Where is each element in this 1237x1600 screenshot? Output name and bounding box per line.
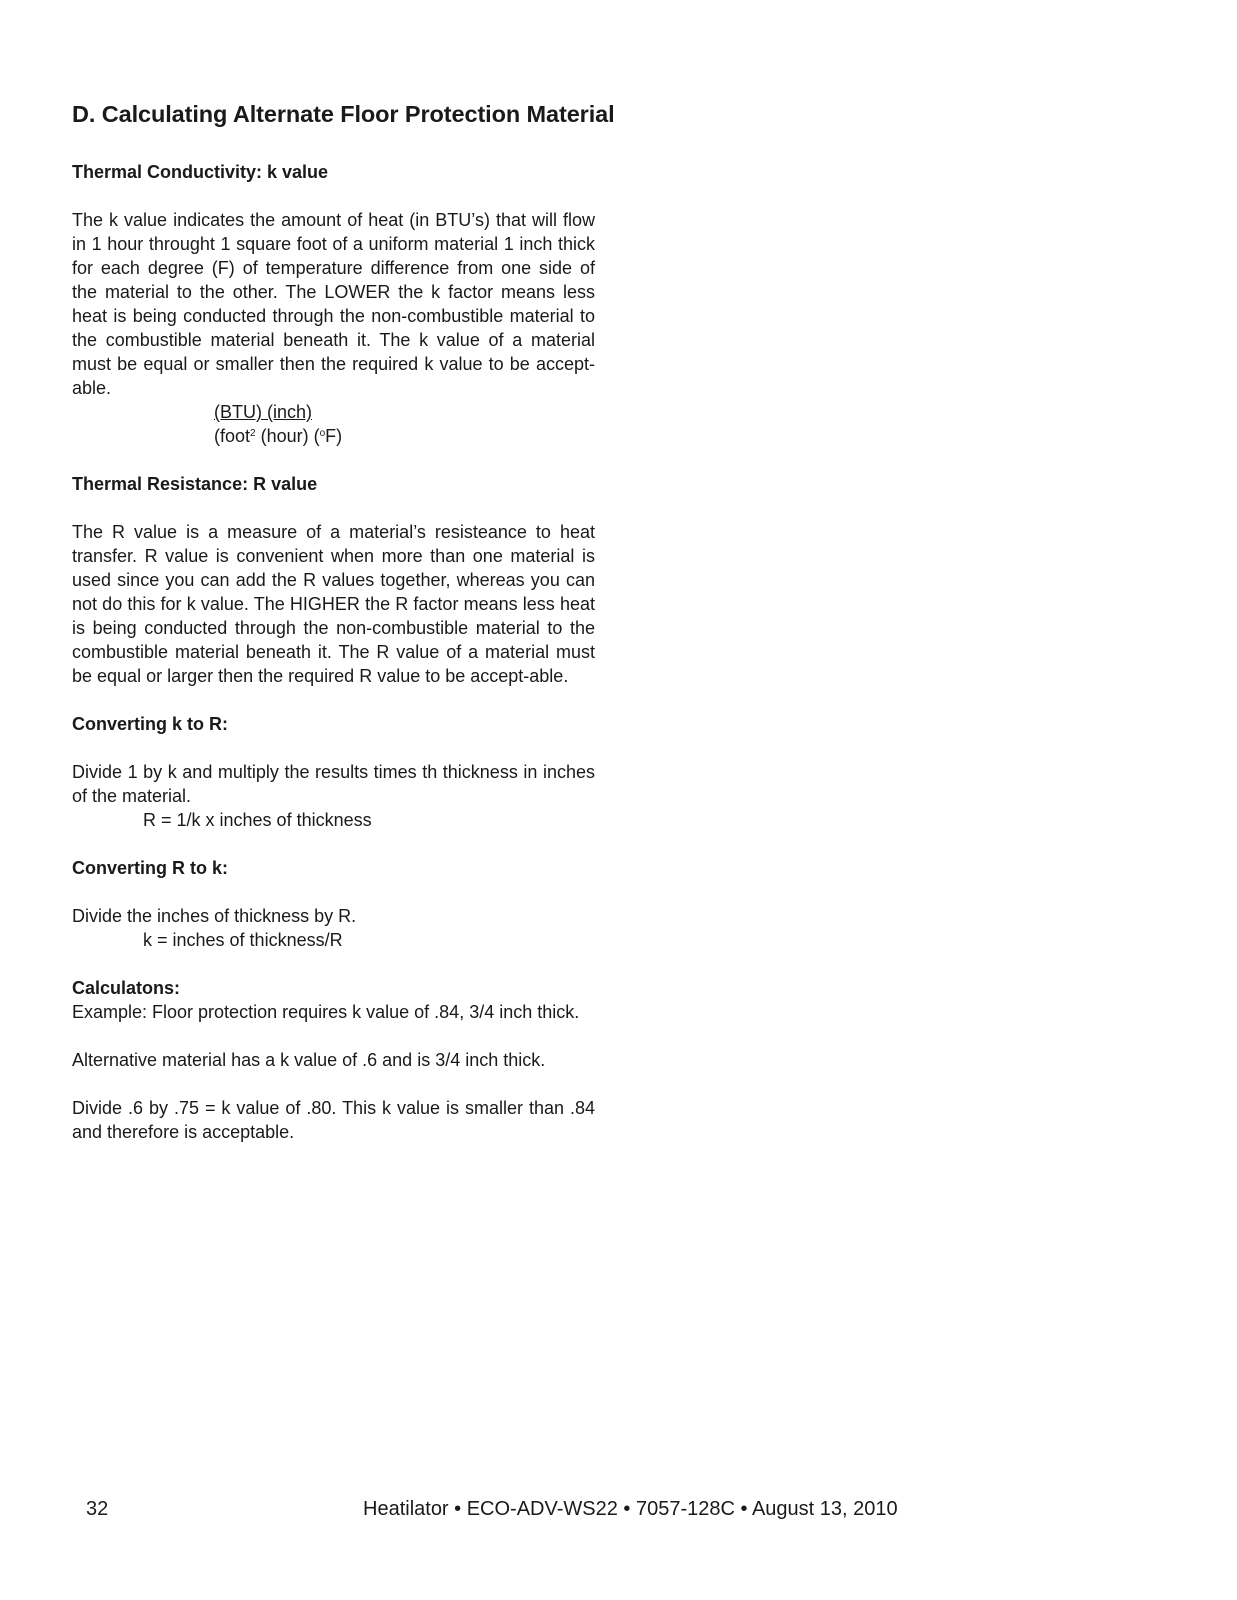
calculations-heading: Calculatons:: [72, 978, 181, 998]
r-to-k-formula: k = inches of thickness/R: [143, 930, 343, 950]
section-title: D. Calculating Alternate Floor Protection Material: [72, 101, 615, 127]
calculations-example: Example: Floor protection requires k value of .84, 3/4 inch thick.: [72, 1002, 580, 1022]
r-to-k-heading: Converting R to k:: [72, 858, 228, 878]
k-value-paragraph: The k value indicates the amount of heat (in BTU’s) that will flow in 1 hour throught 1 square foot of a uniform material 1 inch thick for each degree (F) of temperature difference from one side of the material to the other. The LOWER the k factor means less heat is being conducted through the non-combustible material to the combustible material beneath it. The k value of a material must be equal or smaller then the required k value to be accept-able.: [72, 210, 595, 398]
document-info: Heatilator • ECO-ADV-WS22 • 7057-128C • August 13, 2010: [363, 1498, 898, 1520]
r-to-k-paragraph: Divide the inches of thickness by R.: [72, 906, 357, 926]
calculations-result: Divide .6 by .75 = k value of .80. This k value is smaller than .84 and therefore is acceptable.: [72, 1098, 595, 1142]
r-value-heading: Thermal Resistance: R value: [72, 474, 318, 494]
k-to-r-heading: Converting k to R:: [72, 714, 228, 734]
k-units-formula: [214, 400, 595, 448]
k-value-heading: Thermal Conductivity: k value: [72, 162, 329, 182]
content-column: [72, 98, 615, 1144]
calculations-alternative: Alternative material has a k value of .6 and is 3/4 inch thick.: [72, 1050, 546, 1070]
r-value-paragraph: The R value is a measure of a material’s resisteance to heat transfer. R value is convenient when more than one material is used since you can add the R values together, whereas you can not do this for k value. The HIGHER the R factor means less heat is being conducted through the non-combustible material to the combustible material beneath it. The R value of a material must be equal or larger then the required R value to be accept-able.: [72, 522, 595, 686]
page-footer: [0, 1494, 1237, 1524]
page-number: 32: [86, 1498, 109, 1520]
k-to-r-paragraph: Divide 1 by k and multiply the results times th thickness in inches of the material.: [72, 762, 595, 806]
k-units-denominator: (foot$^2$ (hour) ($^o$F): [214, 426, 343, 446]
k-to-r-formula: R = 1/k x inches of thickness: [143, 810, 372, 830]
k-units-numerator: (BTU) (inch): [214, 402, 312, 422]
